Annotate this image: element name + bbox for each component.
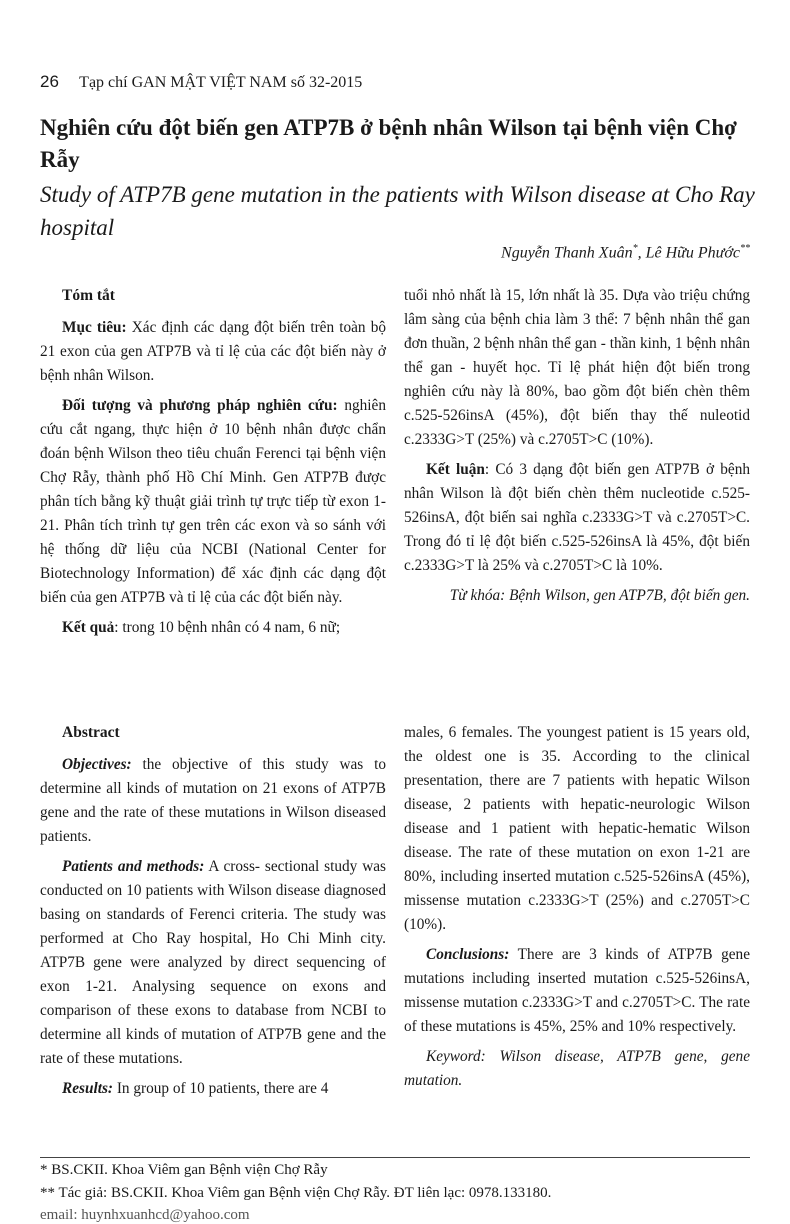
en-objectives-label: Objectives: — [62, 756, 132, 773]
en-results-text: In group of 10 patients, there are 4 — [113, 1080, 329, 1097]
abstract-vi-heading: Tóm tắt — [62, 287, 115, 304]
en-keyword-label: Keyword: — [426, 1048, 486, 1065]
vi-results-text: : trong 10 bệnh nhân có 4 nam, 6 nữ; — [114, 619, 341, 636]
abstract-vi-right-column — [404, 284, 750, 608]
vi-objectives-label: Mục tiêu: — [62, 319, 127, 336]
vi-results-continued: tuổi nhỏ nhất là 15, lớn nhất là 35. Dựa vào triệu chứng lâm sàng của bệnh chia làm 3 thể: 7 bệnh nhân thể gan đơn thuần, 2 bệnh nhân thể gan - thần kinh, 1 bệnh nhân thể gan - huyết học. Tỉ lệ phát hiện đột biến trong nghiên cứu này là 80%, bao gồm đột biến chèn thêm c.525-526insA (45%), đột biến thay thế nuleotid c.2333G>T (25%) và c.2705T>C (10%). — [404, 287, 750, 448]
vi-conclusion-label: Kết luận — [426, 461, 485, 478]
footnote-2: ** Tác giả: BS.CKII. Khoa Viêm gan Bệnh viện Chợ Rẫy. ĐT liên lạc: 0978.133180. — [40, 1185, 552, 1201]
vi-results — [40, 616, 386, 640]
en-objectives — [40, 753, 386, 849]
en-results-label: Results: — [62, 1080, 113, 1097]
vi-conclusion — [404, 458, 750, 578]
footnote-1: * BS.CKII. Khoa Viêm gan Bệnh viện Chợ Rẫy — [40, 1162, 328, 1178]
author-1-mark: * — [632, 243, 638, 254]
en-keywords — [404, 1045, 750, 1093]
vi-keywords: Từ khóa: Bệnh Wilson, gen ATP7B, đột biến gen. — [449, 587, 750, 604]
vi-conclusion-text: : Có 3 dạng đột biến gen ATP7B ở bệnh nhân Wilson là đột biến chèn thêm nucleotide c.525-526insA, đột biến sai nghĩa c.2333G>T và c.2705T>C. Trong đó tỉ lệ đột biến c.525-526insA là 45%, đột biến c.2333G>T là 25% và c.2705T>C là 10%. — [404, 461, 751, 574]
footnote-divider — [40, 1157, 750, 1158]
en-results — [40, 1077, 386, 1101]
en-methods-text: A cross- sectional study was conducted on 10 patients with Wilson disease diagnosed basing on standards of Ferenci criteria. The study was performed at Cho Ray hospital, Ho Chi Minh city. ATP7B gene were analyzed by direct sequencing of exon 1-21. Analysing sequence on exons and comparison of these exons to database from NCBI to determine all kinds of mutation of ATP7B gene and the rate of these mutations. — [40, 858, 386, 1067]
vi-methods-text: nghiên cứu cắt ngang, thực hiện ở 10 bệnh nhân được chẩn đoán bệnh Wilson theo tiêu chuẩn Ferenci tại bệnh viện Chợ Rẫy, thành phố Hồ Chí Minh. Gen ATP7B được phân tích bằng kỹ thuật giải trình tự trực tiếp từ exon 1-21. Phân tích trình tự gen trên các exon và so sánh với hệ thống dữ liệu của NCBI (National Center for Biotechnology Information) để xác định các dạng đột biến của gen ATP7B và tỉ lệ của các đột biến này. — [40, 397, 386, 606]
en-results-continued: males, 6 females. The youngest patient is 15 years old, the oldest one is 35. According to the clinical presentation, there are 7 patients with hepatic Wilson disease, 2 patients with hepatic-neurologic Wilson disease and 1 patient with hepatic-hematic Wilson disease. The rate of these mutation on exon 1-21 are 80%, including inserted mutation c.525-526insA (45%), missense mutation c.2333G>T (25%) and c.2705T>C (10%). — [404, 724, 750, 933]
vi-objectives — [40, 316, 386, 388]
en-conclusion-label: Conclusions: — [426, 946, 510, 963]
author-separator: , — [637, 244, 646, 262]
vi-methods-label: Đối tượng và phương pháp nghiên cứu: — [62, 397, 338, 414]
en-conclusion-text: There are 3 kinds of ATP7B gene mutations including inserted mutation c.525-526insA, missense mutation c.2333G>T and c.2705T>C. The rate of these mutations is 45%, 25% and 10% respectively. — [404, 946, 750, 1035]
author-2: Lê Hữu Phước — [645, 244, 740, 262]
vi-results-label: Kết quả — [62, 619, 115, 636]
en-methods-label: Patients and methods: — [62, 858, 205, 875]
en-objectives-text: the objective of this study was to determine all kinds of mutation on 21 exons of ATP7B gene and the rate of these mutations in Wilson diseased patients. — [40, 756, 386, 845]
author-1: Nguyễn Thanh Xuân — [501, 244, 633, 262]
footnote-3: email: huynhxuanhcd@yahoo.com — [40, 1207, 250, 1223]
running-header — [40, 72, 362, 92]
article-title-vi: Nghiên cứu đột biến gen ATP7B ở bệnh nhân Wilson tại bệnh viện Chợ Rẫy — [40, 115, 737, 172]
author-line — [501, 243, 750, 262]
vi-objectives-text: Xác định các dạng đột biến trên toàn bộ 21 exon của gen ATP7B và tỉ lệ của các đột biến này ở bệnh nhân Wilson. — [40, 319, 386, 384]
vi-methods — [40, 394, 386, 610]
abstract-en-left-column — [40, 721, 386, 1107]
abstract-en-right-column — [404, 721, 750, 1099]
journal-name: Tạp chí GAN MẬT VIỆT NAM số 32-2015 — [79, 74, 363, 91]
en-methods — [40, 855, 386, 1071]
author-2-mark: ** — [740, 243, 750, 254]
en-conclusion — [404, 943, 750, 1039]
abstract-vi-left-column — [40, 284, 386, 646]
abstract-en-heading: Abstract — [62, 724, 120, 741]
article-title-en: Study of ATP7B gene mutation in the patients with Wilson disease at Cho Ray hospital — [40, 182, 755, 240]
en-keyword-text: Wilson disease, ATP7B gene, gene mutation. — [404, 1048, 750, 1089]
page-number: 26 — [40, 72, 59, 91]
